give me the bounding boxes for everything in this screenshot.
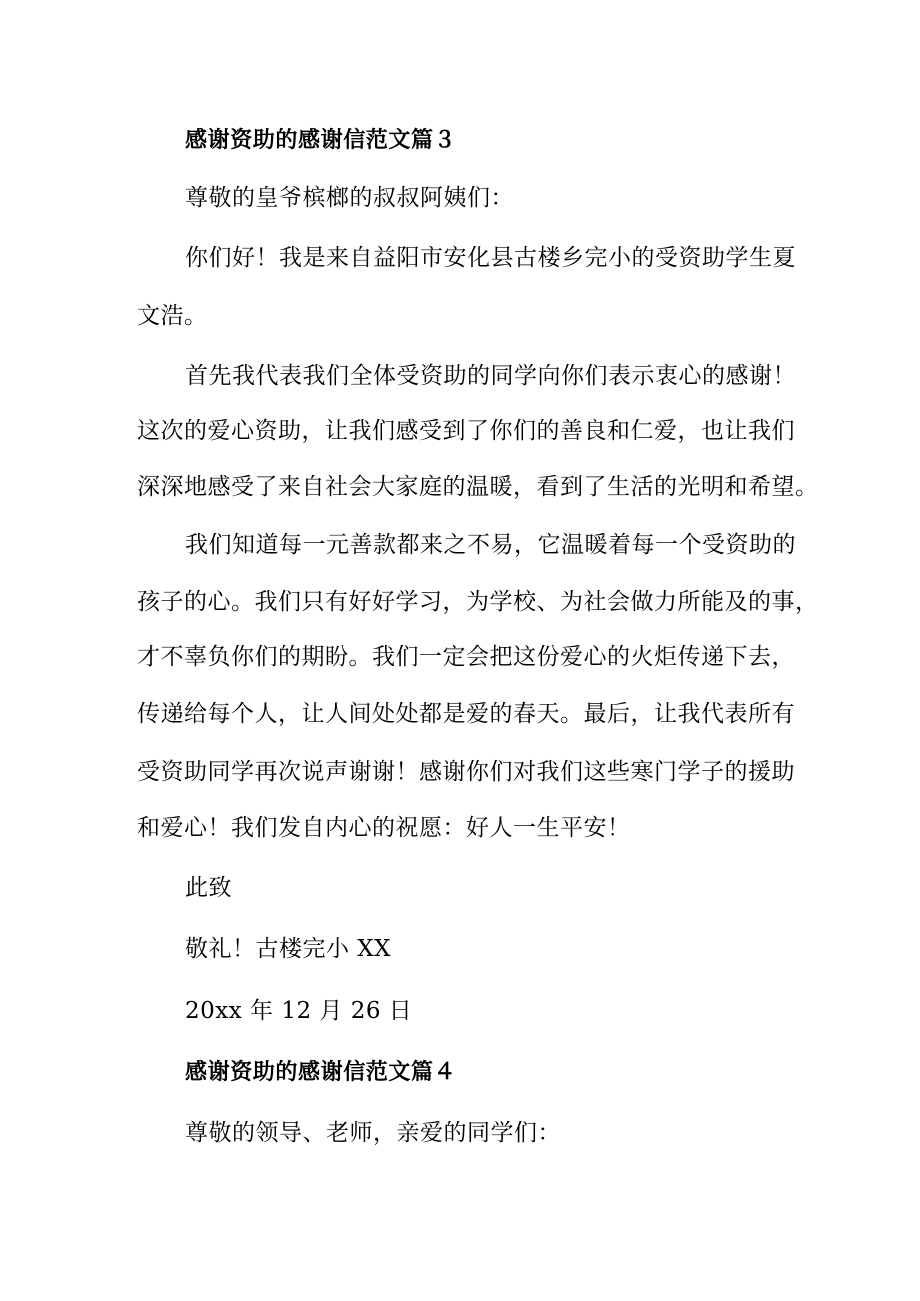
date: 20xx 年 12 月 26 日	[185, 998, 413, 1024]
paragraph-2-line-3: 深深地感受了来自社会大家庭的温暖，看到了生活的光明和希望。	[137, 474, 819, 500]
paragraph-2-line-2: 这次的爱心资助，让我们感受到了你们的善良和仁爱，也让我们	[137, 418, 795, 444]
section-4-title: 感谢资助的感谢信范文篇４	[185, 1060, 457, 1085]
paragraph-1-line-2: 文浩。	[137, 303, 208, 329]
paragraph-3-line-1: 我们知道每一元善款都来之不易，它温暖着每一个受资助的	[185, 532, 796, 558]
section-3-title: 感谢资助的感谢信范文篇３	[185, 128, 457, 153]
paragraph-3-line-4: 传递给每个人，让人间处处都是爱的春天。最后，让我代表所有	[137, 701, 795, 727]
paragraph-2-line-1: 首先我代表我们全体受资助的同学向你们表示衷心的感谢！	[185, 363, 796, 389]
section-3-salutation: 尊敬的皇爷槟榔的叔叔阿姨们：	[185, 185, 514, 211]
section-4-salutation: 尊敬的领导、老师，亲爱的同学们：	[185, 1120, 561, 1146]
paragraph-3-line-2: 孩子的心。我们只有好好学习，为学校、为社会做力所能及的事，	[137, 589, 819, 615]
closing: 此致	[185, 875, 232, 901]
paragraph-1-line-1: 你们好！我是来自益阳市安化县古楼乡完小的受资助学生夏	[185, 245, 796, 271]
signature: 敬礼！古楼完小 XX	[185, 936, 392, 962]
paragraph-3-line-3: 才不辜负你们的期盼。我们一定会把这份爱心的火炬传递下去，	[137, 644, 795, 670]
paragraph-3-line-6: 和爱心！我们发自内心的祝愿：好人一生平安！	[137, 815, 631, 841]
paragraph-3-line-5: 受资助同学再次说声谢谢！感谢你们对我们这些寒门学子的援助	[137, 759, 795, 785]
